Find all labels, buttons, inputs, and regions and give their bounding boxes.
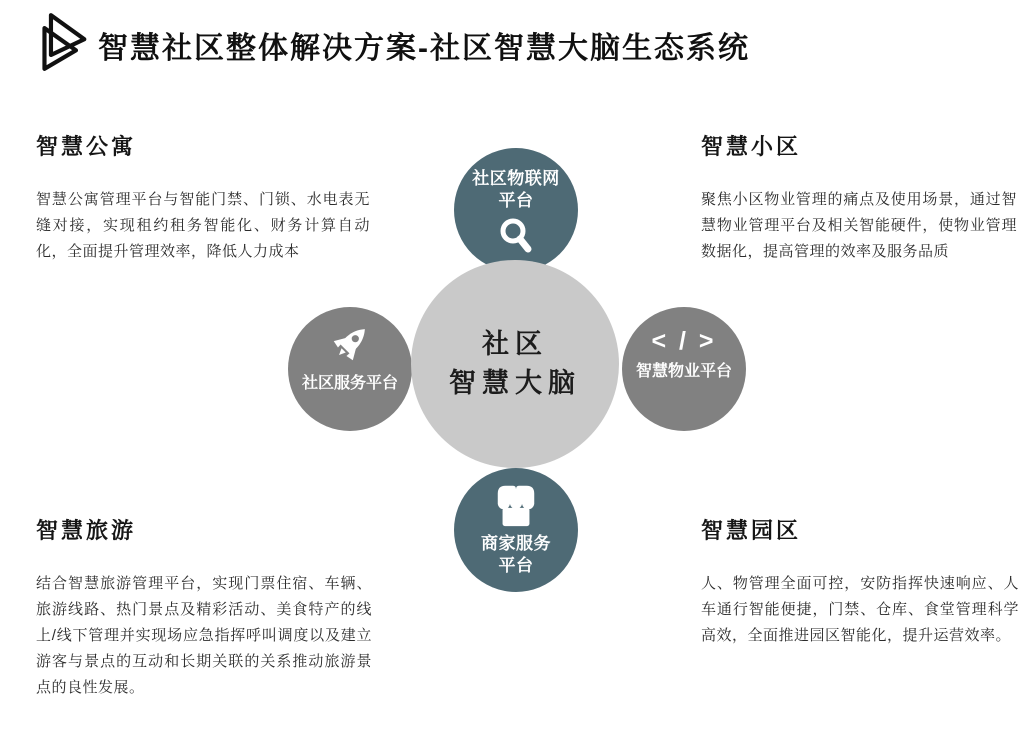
- section-body: 聚焦小区物业管理的痛点及使用场景，通过智慧物业管理平台及相关智能硬件，使物业管理数据化，提高管理的效率及服务品质: [701, 191, 1017, 260]
- circle-label: 智慧物业平台: [635, 363, 732, 380]
- section-title: 智慧园区: [701, 518, 802, 543]
- circle-property-platform: [622, 307, 746, 431]
- hub-label-line1: 社区: [482, 329, 548, 359]
- circle-community-service-platform: [288, 307, 412, 431]
- storefront-icon: [490, 481, 542, 529]
- circle-merchant-service-platform: [454, 468, 578, 592]
- search-icon: [495, 215, 537, 257]
- section-smart-park: [701, 514, 1019, 649]
- circle-label: 商家服务: [481, 534, 551, 553]
- section-smart-tourism: [36, 514, 372, 701]
- page-title: 智慧社区整体解决方案-社区智慧大脑生态系统: [98, 32, 750, 65]
- section-body: 智慧公寓管理平台与智能门禁、门锁、水电表无缝对接，实现租约租务智能化、财务计算自动化，全面提升管理效率，降低人力成本: [36, 191, 370, 260]
- section-title: 智慧小区: [701, 134, 802, 159]
- company-logo-icon: [38, 12, 88, 72]
- circle-community-smart-brain: [411, 260, 619, 468]
- circle-label: 社区服务平台: [301, 375, 398, 392]
- rocket-icon: [321, 315, 379, 373]
- section-title: 智慧公寓: [36, 134, 137, 159]
- section-body: 人、物管理全面可控，安防指挥快速响应、人车通行智能便捷，门禁、仓库、食堂管理科学高效，全面推进园区智能化，提升运营效率。: [701, 575, 1019, 644]
- code-icon: < / >: [651, 327, 717, 355]
- circle-label: 平台: [498, 556, 534, 575]
- section-smart-apartment: [36, 130, 370, 265]
- circle-label: 社区物联网: [472, 169, 560, 188]
- circle-iot-platform: [454, 148, 578, 272]
- section-title: 智慧旅游: [36, 518, 137, 543]
- header: [38, 12, 750, 72]
- hub-label-line2: 智慧大脑: [449, 368, 581, 398]
- section-body: 结合智慧旅游管理平台，实现门票住宿、车辆、旅游线路、热门景点及精彩活动、美食特产的线上/线下管理并实现场应急指挥呼叫调度以及建立游客与景点的互动和长期关联的关系推动旅游景点的良性发展。: [36, 575, 372, 696]
- circle-label: 平台: [498, 191, 534, 210]
- section-smart-residential: [701, 130, 1017, 265]
